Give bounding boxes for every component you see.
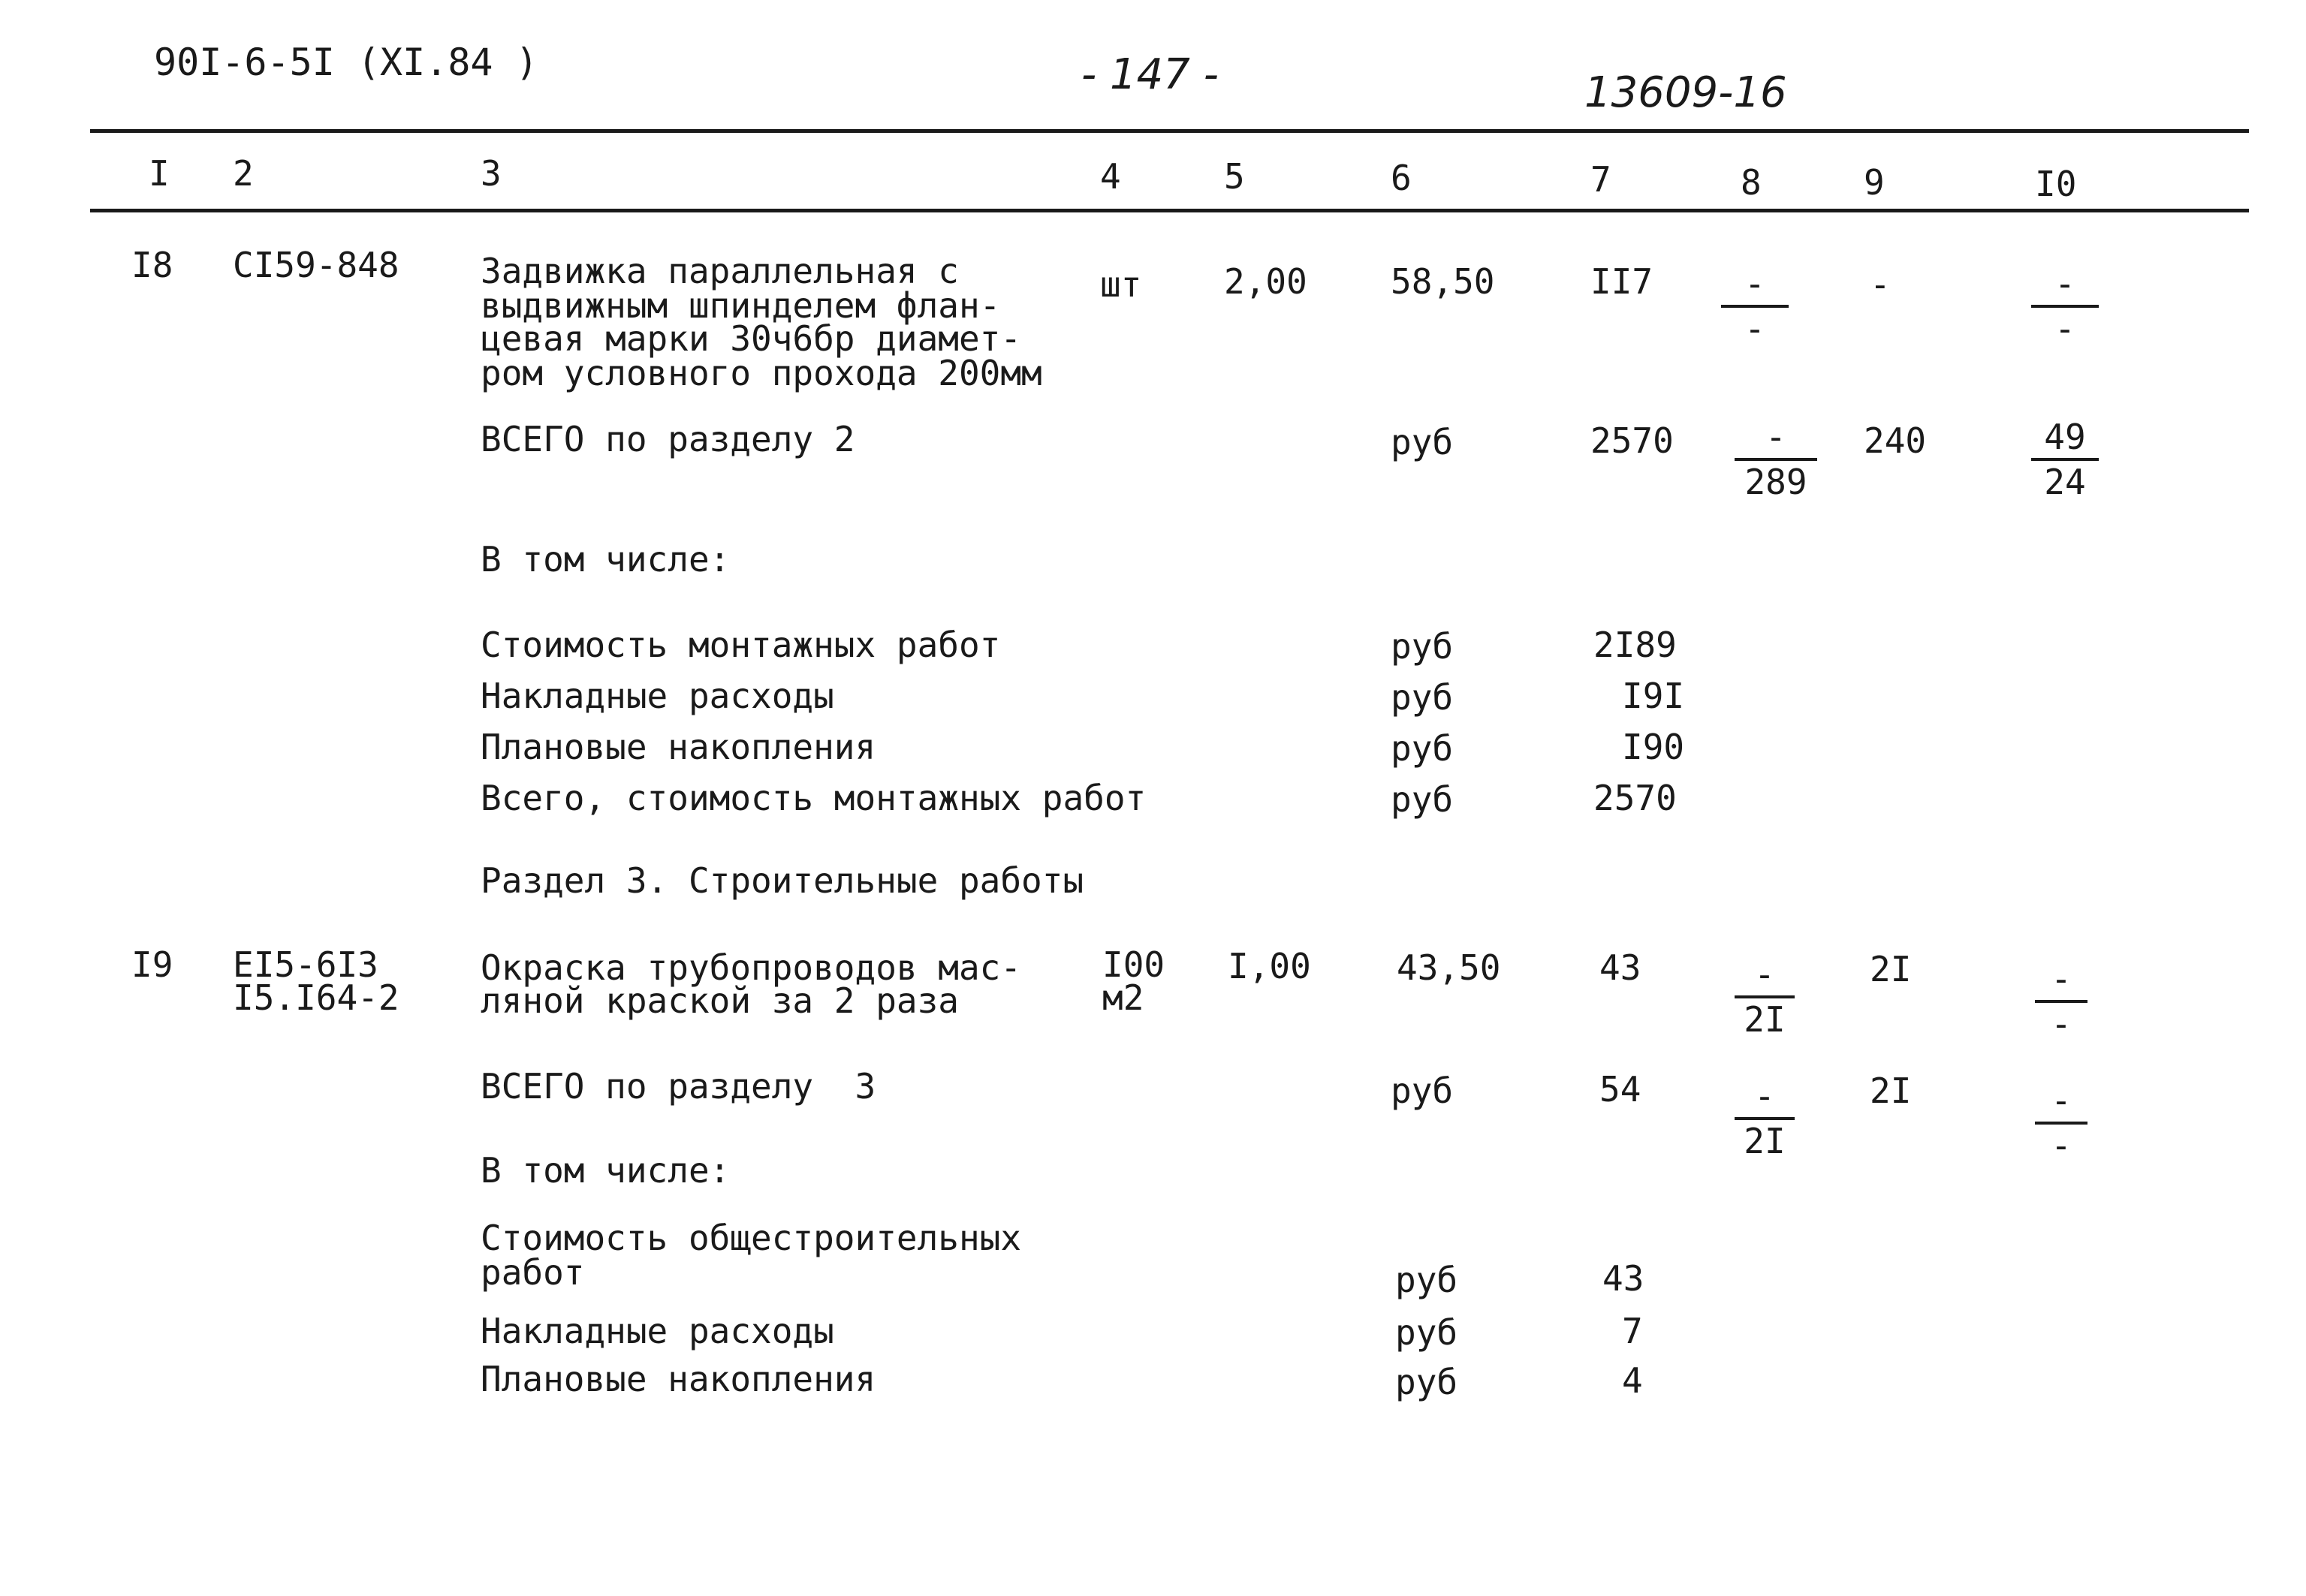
col10-fraction bbox=[2031, 417, 2099, 501]
col9-value: 2I bbox=[1870, 1071, 1912, 1111]
breakdown-value: 2570 bbox=[1593, 778, 1677, 818]
page-number: - 147 - bbox=[1081, 50, 1219, 99]
item-description: выдвижным шпинделем флан- bbox=[481, 285, 1001, 326]
item-description: ляной краской за 2 раза bbox=[481, 980, 959, 1021]
col8-top: - bbox=[1754, 1076, 1775, 1116]
breakdown-value: I90 bbox=[1622, 727, 1685, 767]
fraction-bar bbox=[2035, 1122, 2087, 1125]
section-total-label: ВСЕГО по разделу 3 bbox=[481, 1066, 876, 1107]
unit: руб bbox=[1395, 1362, 1458, 1402]
breakdown-value: 43 bbox=[1602, 1258, 1644, 1299]
fraction-bar bbox=[1735, 1117, 1795, 1120]
header-rule-top bbox=[90, 129, 2249, 133]
col10-bottom: - bbox=[2051, 1004, 2072, 1044]
breakdown-label: Накладные расходы bbox=[481, 676, 834, 716]
item-description: Задвижка параллельная с bbox=[481, 251, 959, 291]
breakdown-value: I9I bbox=[1622, 676, 1685, 716]
unit-price: 43,50 bbox=[1397, 947, 1501, 988]
breakdown-label: работ bbox=[481, 1252, 585, 1293]
column-number: 4 bbox=[1100, 156, 1121, 197]
fraction-bar bbox=[2035, 1000, 2087, 1003]
breakdown-label: Всего, стоимость монтажных работ bbox=[481, 778, 1147, 818]
col10-bottom: - bbox=[2054, 309, 2075, 349]
sheet-code: 13609-16 bbox=[1584, 68, 1787, 117]
col8-fraction bbox=[1721, 264, 1789, 348]
col10-bottom: 24 bbox=[2044, 462, 2086, 502]
col8-top: - bbox=[1754, 954, 1775, 995]
col8-bottom: 2I bbox=[1744, 999, 1786, 1040]
column-number: 8 bbox=[1741, 162, 1762, 203]
total-cost: 43 bbox=[1599, 947, 1641, 988]
fraction-bar bbox=[1735, 458, 1817, 461]
column-number: I bbox=[149, 153, 170, 194]
column-number: 7 bbox=[1590, 159, 1611, 200]
column-number: 2 bbox=[233, 153, 254, 194]
col8-bottom: 2I bbox=[1744, 1121, 1786, 1161]
breakdown-label: Стоимость общестроительных bbox=[481, 1218, 1022, 1258]
including-label: В том числе: bbox=[481, 1150, 731, 1191]
row-number: I9 bbox=[131, 944, 173, 985]
breakdown-label: Плановые накопления bbox=[481, 1359, 876, 1399]
column-number: 3 bbox=[481, 153, 502, 194]
unit: руб bbox=[1391, 1071, 1454, 1111]
header-rule-bottom bbox=[90, 209, 2249, 212]
col8-top: - bbox=[1744, 263, 1765, 304]
col8-fraction bbox=[1735, 417, 1817, 501]
total-cost: 54 bbox=[1599, 1069, 1641, 1110]
breakdown-value: 2I89 bbox=[1593, 625, 1677, 665]
unit: I00 bbox=[1102, 944, 1165, 985]
col8-bottom: - bbox=[1744, 309, 1765, 349]
unit: руб bbox=[1391, 728, 1454, 769]
rate-code: EI5-6I3 bbox=[233, 944, 378, 985]
item-description: ром условного прохода 200мм bbox=[481, 353, 1042, 393]
col10-fraction bbox=[2031, 264, 2099, 348]
section-heading: Раздел 3. Строительные работы bbox=[481, 860, 1084, 901]
col8-fraction bbox=[1735, 955, 1795, 1039]
unit: руб bbox=[1395, 1312, 1458, 1353]
col10-bottom: - bbox=[2051, 1125, 2072, 1166]
col8-fraction bbox=[1735, 1077, 1795, 1161]
column-number: I0 bbox=[2035, 164, 2077, 204]
rate-code: CI59-848 bbox=[233, 245, 399, 285]
unit: руб bbox=[1391, 422, 1454, 462]
col9-value: 240 bbox=[1864, 420, 1927, 461]
col10-top: - bbox=[2051, 959, 2072, 999]
column-number: 6 bbox=[1391, 158, 1412, 198]
total-cost: 2570 bbox=[1590, 420, 1674, 461]
col10-top: - bbox=[2051, 1080, 2072, 1121]
rate-code: I5.I64-2 bbox=[233, 977, 399, 1018]
breakdown-value: 7 bbox=[1622, 1311, 1643, 1351]
quantity: I,00 bbox=[1228, 946, 1311, 986]
document-code: 90I-6-5I (XI.84 ) bbox=[154, 41, 538, 84]
column-number: 9 bbox=[1864, 162, 1885, 203]
col10-fraction bbox=[2035, 959, 2087, 1043]
unit: руб bbox=[1391, 677, 1454, 718]
col8-bottom: 289 bbox=[1744, 462, 1807, 502]
col10-top: - bbox=[2054, 263, 2075, 304]
fraction-bar bbox=[1721, 305, 1789, 308]
including-label: В том числе: bbox=[481, 539, 731, 580]
breakdown-label: Накладные расходы bbox=[481, 1311, 834, 1351]
breakdown-value: 4 bbox=[1622, 1360, 1643, 1401]
col9-value: 2I bbox=[1870, 949, 1912, 989]
quantity: 2,00 bbox=[1224, 261, 1307, 302]
unit-price: 58,50 bbox=[1391, 261, 1495, 302]
row-number: I8 bbox=[131, 245, 173, 285]
unit: руб bbox=[1395, 1260, 1458, 1300]
fraction-bar bbox=[2031, 305, 2099, 308]
unit: м2 bbox=[1102, 977, 1144, 1018]
breakdown-label: Плановые накопления bbox=[481, 727, 876, 767]
breakdown-label: Стоимость монтажных работ bbox=[481, 625, 1001, 665]
col10-top: 49 bbox=[2044, 417, 2086, 457]
item-description: Окраска трубопроводов мас- bbox=[481, 947, 1022, 988]
section-total-label: ВСЕГО по разделу 2 bbox=[481, 419, 855, 459]
unit: шт bbox=[1100, 264, 1142, 305]
col9-value: - bbox=[1870, 264, 1891, 305]
column-number: 5 bbox=[1224, 156, 1245, 197]
fraction-bar bbox=[1735, 995, 1795, 998]
fraction-bar bbox=[2031, 458, 2099, 461]
col10-fraction bbox=[2035, 1081, 2087, 1165]
unit: руб bbox=[1391, 626, 1454, 667]
item-description: цевая марки 30ч6бр диамет- bbox=[481, 318, 1022, 359]
col8-top: - bbox=[1765, 417, 1786, 457]
unit: руб bbox=[1391, 779, 1454, 820]
total-cost: II7 bbox=[1590, 261, 1653, 302]
